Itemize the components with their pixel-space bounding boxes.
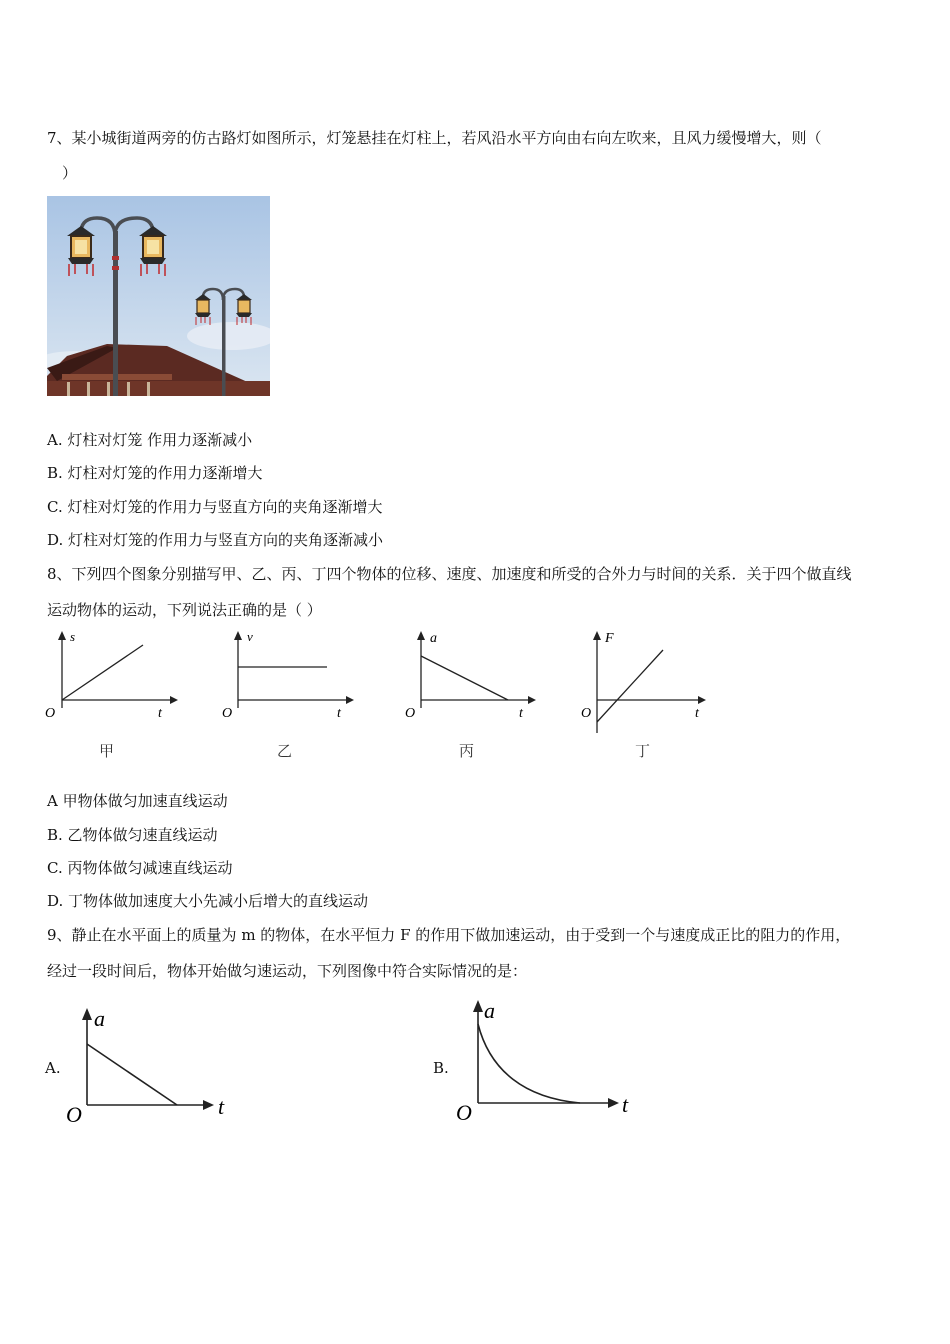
graph-ding-xlabel: t <box>695 706 699 721</box>
graph-yi-caption: 乙 <box>277 742 293 760</box>
q9-graph-b-xlabel: t <box>622 1092 629 1117</box>
graph-ding <box>576 628 716 738</box>
graph-bing-origin: O <box>405 706 416 721</box>
q7-option-d: D. 灯柱对灯笼的作用力与竖直方向的夹角逐渐减小 <box>47 531 384 549</box>
q9-graph-a <box>60 1002 240 1132</box>
q7-option-b: B. 灯柱对灯笼的作用力逐渐增大 <box>47 464 263 482</box>
q9-graph-a-ylabel: a <box>94 1006 105 1031</box>
graph-bing-ylabel: a <box>430 631 437 646</box>
graph-yi-ylabel: v <box>247 629 253 644</box>
q7-option-c: C. 灯柱对灯笼的作用力与竖直方向的夹角逐渐增大 <box>47 498 383 516</box>
graph-bing <box>400 628 540 723</box>
q9-graph-b <box>450 996 640 1132</box>
graph-bing-xlabel: t <box>519 706 523 721</box>
q8-option-a: A 甲物体做匀加速直线运动 <box>47 792 228 810</box>
graph-ding-origin: O <box>581 706 592 721</box>
q9-graph-a-origin: O <box>66 1102 82 1127</box>
q8-stem-line1: 8、下列四个图象分别描写甲、乙、丙、丁四个物体的位移、速度、加速度和所受的合外力与时间的关系．关于四个做直线 <box>47 565 852 583</box>
q8-option-c: C. 丙物体做匀减速直线运动 <box>47 859 233 877</box>
graph-jia <box>40 628 180 723</box>
q9-graph-a-xlabel: t <box>218 1094 225 1119</box>
q8-option-b: B. 乙物体做匀速直线运动 <box>47 826 218 844</box>
q7-option-a: A. 灯柱对灯笼 作用力逐渐减小 <box>47 431 253 449</box>
q9-stem-line2: 经过一段时间后，物体开始做匀速运动，下列图像中符合实际情况的是： <box>47 962 528 980</box>
graph-bing-caption: 丙 <box>459 742 475 760</box>
q9-stem-line1: 9、静止在水平面上的质量为 m 的物体，在水平恒力 F 的作用下做加速运动，由于受到一个与速度成正比的阻力的作用， <box>47 926 851 944</box>
graph-yi-origin: O <box>222 706 233 721</box>
q9-option-a-label: A. <box>45 1059 61 1077</box>
q8-stem-line2: 运动物体的运动，下列说法正确的是（ ） <box>47 601 322 619</box>
q9-option-b-label: B. <box>433 1059 449 1077</box>
graph-jia-ylabel: s <box>70 629 76 644</box>
q7-stem-line1: 7、某小城街道两旁的仿古路灯如图所示，灯笼悬挂在灯柱上，若风沿水平方向由右向左吹来，且风力缓慢增大，则（ <box>47 129 822 147</box>
graph-yi <box>218 628 358 723</box>
graph-ding-caption: 丁 <box>635 742 651 760</box>
q8-option-d: D. 丁物体做加速度大小先减小后增大的直线运动 <box>47 892 369 910</box>
q9-graph-b-origin: O <box>456 1100 472 1125</box>
graph-jia-caption: 甲 <box>99 742 115 760</box>
street-lamp-photo <box>47 196 270 396</box>
graph-jia-origin: O <box>45 706 56 721</box>
q7-stem-line2: ） <box>62 164 78 182</box>
graph-yi-xlabel: t <box>337 706 341 721</box>
graph-jia-xlabel: t <box>158 706 162 721</box>
graph-ding-ylabel: F <box>605 631 614 646</box>
q9-graph-b-ylabel: a <box>484 998 495 1023</box>
